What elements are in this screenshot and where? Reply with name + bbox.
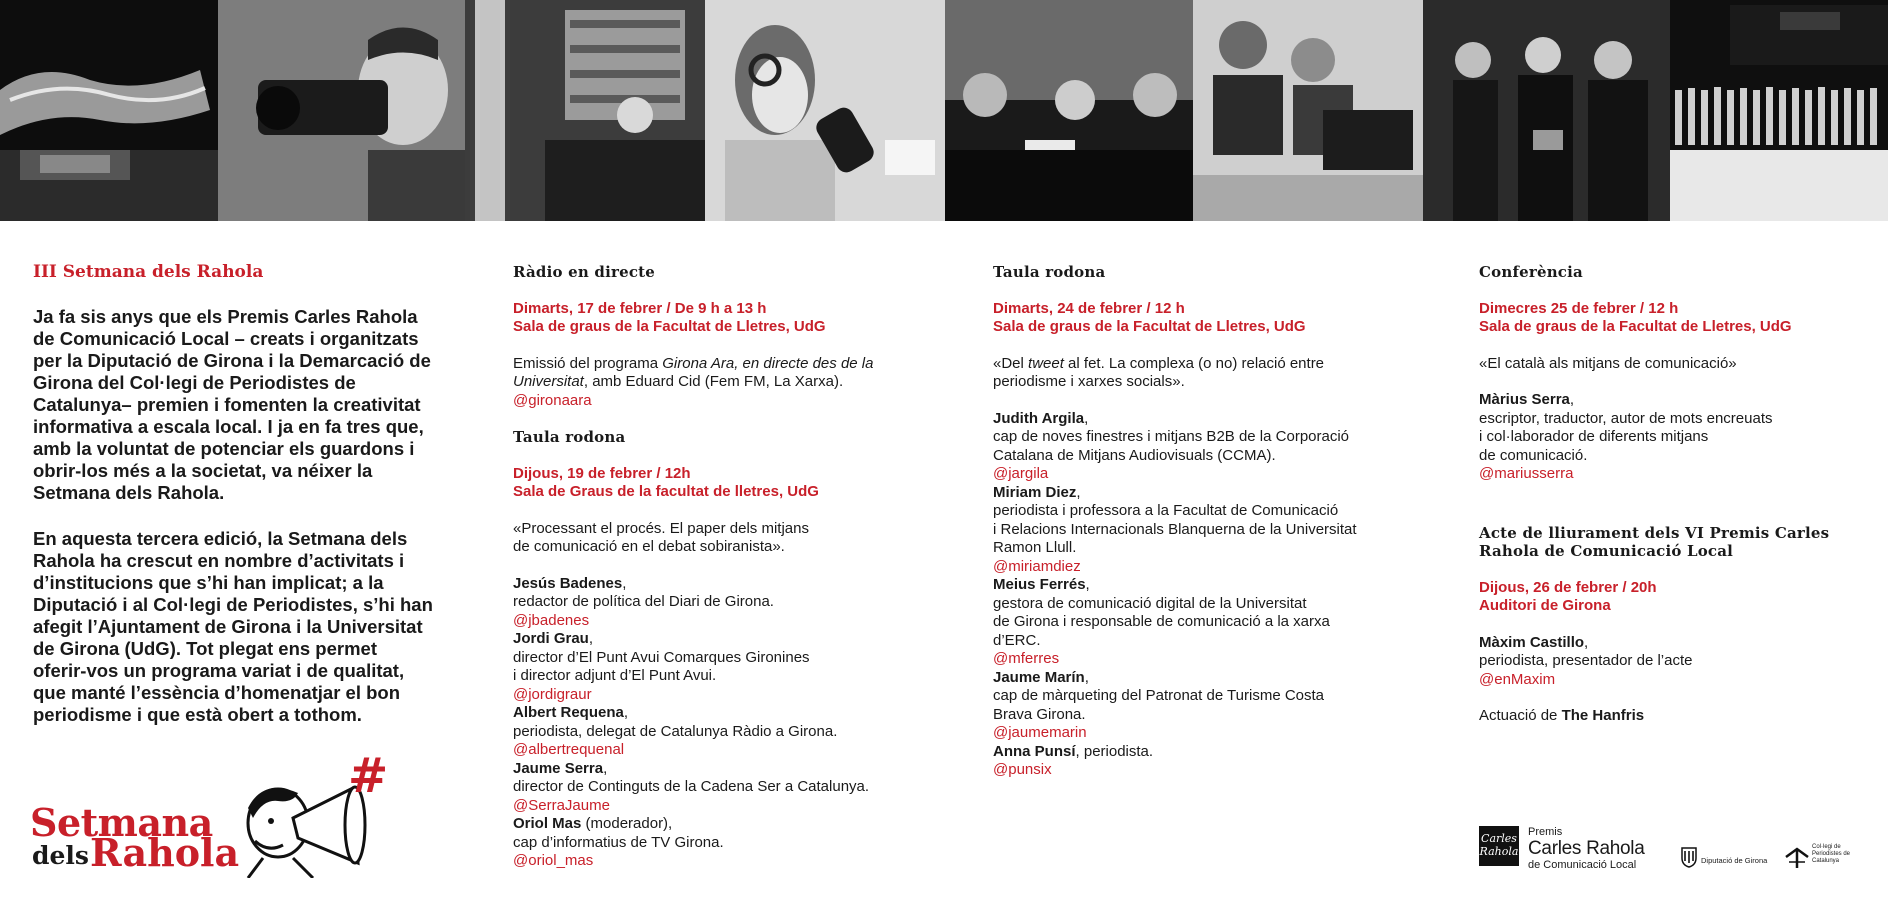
event-datetime: Dimecres 25 de febrer / 12 h	[1479, 299, 1679, 317]
event-location: Sala de graus de la Facultat de Lletres, UdG	[513, 318, 826, 335]
speaker-role: cap d’informatius de TV Girona.	[513, 833, 724, 851]
event-location: Auditori de Girona	[1479, 597, 1611, 614]
event-heading-radio: Ràdio en directe	[513, 263, 656, 281]
event-description: Emissió del programa Girona Ara, en directe des de la Universitat, amb Eduard Cid (Fem FM, La Xarxa).	[513, 354, 874, 390]
collegi-logo-text: Col·legi de Periodistes de Catalunya	[1812, 844, 1851, 864]
speaker: Albert Requena,	[513, 704, 629, 721]
speaker: Màxim Castillo,	[1479, 633, 1589, 651]
collegi-periodistes-icon	[1784, 844, 1810, 870]
speaker: Miriam Diez,	[993, 483, 1081, 501]
speaker: Jesús Badenes,	[513, 574, 627, 592]
twitter-handle-link[interactable]: @albertrequenal	[513, 741, 625, 758]
speaker-role: Ramon Llull.	[993, 539, 1077, 556]
event-location: Sala de Graus de la facultat de lletres, UdG	[513, 483, 819, 500]
photo-computer-workshop	[1193, 0, 1423, 221]
event-title: III Setmana dels Rahola	[33, 262, 264, 282]
photo-trophy	[0, 0, 218, 221]
speaker-role: redactor de política del Diari de Girona.	[513, 593, 774, 610]
speaker-role: i director adjunt d’El Punt Avui.	[513, 667, 717, 684]
speaker-role: Catalana de Mitjans Audiovisuals (CCMA).	[993, 446, 1276, 464]
event-topic: «El català als mitjans de comunicació»	[1479, 354, 1737, 372]
intro-column	[33, 263, 433, 726]
event-topic: «Processant el procés. El paper dels mitjans	[513, 519, 809, 537]
diputacio-crest-icon	[1679, 846, 1699, 868]
speaker-role: cap de màrqueting del Patronat de Turisme Costa	[993, 687, 1325, 704]
photo-strip	[0, 0, 1888, 221]
photo-group-on-stage	[1670, 0, 1888, 221]
event-datetime: Dimarts, 24 de febrer / 12 h	[993, 299, 1185, 317]
twitter-handle-link[interactable]: @enMaxim	[1479, 670, 1556, 688]
photo-radio-host-microphone	[705, 0, 945, 221]
speaker: Judith Argila,	[993, 409, 1089, 427]
twitter-handle-link[interactable]: @mariusserra	[1479, 465, 1574, 482]
event-location: Sala de graus de la Facultat de Lletres, UdG	[1479, 318, 1792, 335]
photo-radio-studio-wide	[465, 0, 705, 221]
speaker-role: escriptor, traductor, autor de mots encreuats	[1479, 409, 1773, 427]
speaker-list	[993, 410, 1393, 780]
speaker-list	[513, 575, 913, 871]
intro-paragraph-1: Ja fa sis anys que els Premis Carles Rahola de Comunicació Local – creats i organitzats per la Diputació de Girona i la Demarcació de Girona del Col·legi de Periodistes de Catalunya– premien i fomenten la creativitat informativa a escala local. I ja en fa tres que, amb la voluntat de potenciar els guardons i obrir-los més a la societat, va néixer la Setmana dels Rahola.	[33, 305, 431, 503]
twitter-handle-link[interactable]: @gironaara	[513, 391, 592, 409]
speaker: Jordi Grau,	[513, 630, 594, 647]
speaker: Oriol Mas (moderador),	[513, 815, 673, 832]
logo-word-setmana: Setmana	[30, 800, 213, 845]
event-heading-conference: Conferència	[1479, 263, 1583, 281]
twitter-handle-link[interactable]: @mferres	[993, 650, 1060, 667]
speaker-role: gestora de comunicació digital de la Universitat	[993, 594, 1307, 612]
speaker-role: director d’El Punt Avui Comarques Gironines	[513, 648, 810, 666]
event-heading-awards: Rahola de Comunicació Local	[1479, 542, 1734, 560]
twitter-handle-link[interactable]: @jbadenes	[513, 611, 590, 629]
twitter-handle-link[interactable]: @jaumemarin	[993, 724, 1087, 741]
speaker-role: de Girona i responsable de comunicació a la xarxa	[993, 613, 1330, 630]
speaker-role: cap de noves finestres i mitjans B2B de la Corporació	[993, 428, 1350, 445]
twitter-handle-link[interactable]: @jordigraur	[513, 685, 592, 703]
speaker-role: periodista, delegat de Catalunya Ràdio a Girona.	[513, 722, 838, 740]
twitter-handle-link[interactable]: @SerraJaume	[513, 796, 610, 814]
logo-word-rahola: Rahola	[90, 830, 240, 875]
event-heading-roundtable: Taula rodona	[993, 263, 1106, 281]
photo-award-handover	[1423, 0, 1670, 221]
column-3	[993, 263, 1393, 780]
speaker: Màrius Serra,	[1479, 391, 1575, 408]
twitter-handle-link[interactable]: @punsix	[993, 761, 1052, 778]
event-heading-awards: Acte de lliurament dels VI Premis Carles	[1479, 523, 1830, 542]
speaker-role: i Relacions Internacionals Blanquerna de la Universitat	[993, 520, 1357, 538]
event-topic: «Del tweet al fet. La complexa (o no) relació entre	[993, 354, 1325, 372]
photo-camera-operator	[218, 0, 465, 221]
diputacio-logo-text: Diputació de Girona	[1701, 856, 1768, 865]
logo-word-dels: dels	[32, 841, 89, 870]
speaker-role: Brava Girona.	[993, 705, 1086, 723]
photo-panel-table	[945, 0, 1193, 221]
event-datetime: Dijous, 19 de febrer / 12h	[513, 464, 691, 482]
speaker: Jaume Marín,	[993, 668, 1089, 686]
carles-rahola-badge-logo: Carles Rahola	[1479, 826, 1519, 866]
event-topic: de comunicació en el debat sobiranista».	[513, 538, 785, 555]
twitter-handle-link[interactable]: @miriamdiez	[993, 557, 1081, 575]
speaker: Anna Punsí, periodista.	[993, 742, 1154, 760]
speaker: Meius Ferrés,	[993, 576, 1090, 593]
sponsor-logos	[1479, 826, 1879, 876]
hashtag-icon: #	[348, 748, 389, 804]
twitter-handle-link[interactable]: @jargila	[993, 465, 1049, 482]
speaker-role: director de Continguts de la Cadena Ser a Catalunya.	[513, 778, 870, 795]
speaker-role: i col·laborador de diferents mitjans	[1479, 428, 1709, 445]
speaker-role: periodista, presentador de l’acte	[1479, 652, 1693, 669]
event-heading-roundtable: Taula rodona	[513, 428, 626, 446]
event-location: Sala de graus de la Facultat de Lletres, UdG	[993, 318, 1306, 335]
column-4	[1479, 263, 1879, 726]
twitter-handle-link[interactable]: @oriol_mas	[513, 852, 594, 869]
event-topic: periodisme i xarxes socials».	[993, 373, 1185, 390]
premis-carles-rahola-logo: Premis Carles Rahola de Comunicació Local	[1528, 826, 1645, 871]
event-datetime: Dijous, 26 de febrer / 20h	[1479, 578, 1657, 596]
column-2	[513, 263, 913, 871]
intro-paragraph-2: En aquesta tercera edició, la Setmana dels Rahola ha crescut en nombre d’activitats i d’institucions que s’hi han implicat; a la Diputació i al Col·legi de Periodistes, s’hi han afegit l’Ajuntament de Girona i la Universitat de Girona (UdG). Tot plegat ens permet oferir-vos un programa variat i de qualitat, que manté l’essència d’homenatjar el bon periodisme i que està obert a tothom.	[33, 527, 433, 725]
speaker-role: periodista i professora a la Facultat de Comunicació	[993, 502, 1339, 519]
speaker: Jaume Serra,	[513, 759, 608, 777]
setmana-rahola-logo	[28, 748, 408, 878]
speaker-role: de comunicació.	[1479, 446, 1588, 464]
event-datetime: Dimarts, 17 de febrer / De 9 h a 13 h	[513, 299, 767, 317]
speaker-role: d’ERC.	[993, 631, 1041, 649]
performance-line: Actuació de The Hanfris	[1479, 707, 1645, 724]
